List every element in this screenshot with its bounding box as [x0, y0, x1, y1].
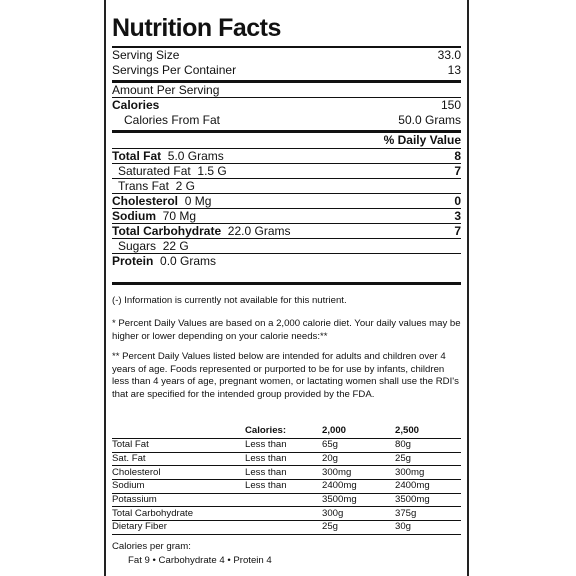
table-cell: 3500mg: [395, 493, 461, 507]
nutrient-amount: 22.0 Grams: [224, 224, 291, 238]
nutrient-row-trans-fat: [118, 179, 461, 194]
table-row: [112, 480, 461, 494]
table-cell: Dietary Fiber: [112, 521, 245, 535]
nutrient-amount: 5.0 Grams: [164, 149, 224, 163]
nutrient-label: Total Fat: [112, 149, 162, 163]
table-cell: 3500mg: [322, 493, 395, 507]
calories-per-gram-values: Fat 9 • Carbohydrate 4 • Protein 4: [128, 555, 272, 566]
nutrient-amount: 0 Mg: [181, 194, 212, 208]
nutrient-row-saturated-fat: [118, 164, 461, 179]
table-cell: Less than: [245, 452, 322, 466]
nutrient-amount: 0.0 Grams: [156, 254, 217, 268]
thick-divider: [112, 282, 461, 285]
table-header-cell: Calories:: [245, 423, 322, 439]
nutrient-label: Sugars: [118, 239, 157, 253]
label-title: Nutrition Facts: [112, 14, 281, 42]
nutrition-label: [104, 0, 469, 576]
table-cell: 80g: [395, 439, 461, 453]
nutrient-row-protein: [112, 254, 461, 269]
calories-per-gram-label: Calories per gram:: [112, 541, 191, 552]
table-cell: 2400mg: [322, 480, 395, 494]
table-cell: Cholesterol: [112, 466, 245, 480]
nutrient-amount: 22 G: [159, 239, 189, 253]
daily-value-table: [112, 423, 461, 535]
table-row: [112, 493, 461, 507]
table-cell: Total Carbohydrate: [112, 507, 245, 521]
calories-from-fat-label: Calories From Fat: [124, 113, 221, 127]
table-cell: 25g: [322, 521, 395, 535]
table-cell: [245, 493, 322, 507]
unavailable-note: (-) Information is currently not available for this nutrient.: [112, 295, 347, 306]
daily-value-table-header: [112, 423, 461, 439]
nutrient-amount: 2 G: [172, 179, 195, 193]
table-cell: Less than: [245, 439, 322, 453]
servings-per-container-value: 13: [447, 63, 461, 77]
table-cell: [245, 507, 322, 521]
table-cell: 20g: [322, 452, 395, 466]
serving-size-row: [112, 48, 461, 63]
calories-value: 150: [440, 98, 461, 112]
table-header-cell: 2,500: [395, 423, 461, 439]
nutrient-row-sugars: [118, 239, 461, 254]
table-row: [112, 507, 461, 521]
table-cell: 300mg: [395, 466, 461, 480]
nutrient-dv: 0: [454, 194, 461, 208]
table-cell: [245, 521, 322, 535]
calories-from-fat-row: [124, 113, 461, 128]
nutrient-row-total-carbohydrate: [112, 224, 461, 239]
calories-row: [112, 98, 461, 113]
table-row: [112, 521, 461, 535]
nutrient-row-total-fat: [112, 149, 461, 164]
servings-per-container-label: Servings Per Container: [112, 63, 237, 77]
servings-per-container-row: [112, 63, 461, 78]
table-cell: 25g: [395, 452, 461, 466]
calories-label: Calories: [112, 98, 160, 112]
table-cell: 65g: [322, 439, 395, 453]
calories-from-fat-value: 50.0 Grams: [398, 113, 461, 127]
nutrient-label: Sodium: [112, 209, 156, 223]
table-header-cell: 2,000: [322, 423, 395, 439]
nutrient-dv: 8: [454, 149, 461, 163]
table-cell: 30g: [395, 521, 461, 535]
serving-size-value: 33.0: [437, 48, 461, 62]
nutrient-dv: 3: [454, 209, 461, 223]
table-cell: Sat. Fat: [112, 452, 245, 466]
nutrient-row-cholesterol: [112, 194, 461, 209]
table-header-cell: [112, 423, 245, 439]
table-cell: Less than: [245, 480, 322, 494]
nutrient-dv: 7: [454, 224, 461, 238]
table-row: [112, 439, 461, 453]
amount-per-serving: Amount Per Serving: [112, 83, 220, 97]
table-cell: 300g: [322, 507, 395, 521]
table-row: [112, 466, 461, 480]
table-cell: Potassium: [112, 493, 245, 507]
table-row: [112, 452, 461, 466]
nutrient-label: Saturated Fat: [118, 164, 191, 178]
serving-size-label: Serving Size: [112, 48, 180, 62]
daily-value-header-row: [112, 133, 461, 148]
nutrient-label: Cholesterol: [112, 194, 179, 208]
table-cell: 300mg: [322, 466, 395, 480]
table-cell: 375g: [395, 507, 461, 521]
table-cell: Sodium: [112, 480, 245, 494]
table-cell: 2400mg: [395, 480, 461, 494]
nutrient-label: Protein: [112, 254, 154, 268]
nutrient-dv: 7: [454, 164, 461, 178]
nutrient-label: Trans Fat: [118, 179, 169, 193]
nutrient-row-sodium: [112, 209, 461, 224]
percent-dv-note: * Percent Daily Values are based on a 2,000 calorie diet. Your daily values may be higher or lower depending on your calorie needs:**: [112, 318, 461, 342]
table-cell: Total Fat: [112, 439, 245, 453]
nutrient-amount: 1.5 G: [194, 164, 227, 178]
nutrient-label: Total Carbohydrate: [112, 224, 222, 238]
table-cell: Less than: [245, 466, 322, 480]
rdi-note: ** Percent Daily Values listed below are intended for adults and children over 4 years of age. Foods represented or purported to be for use by infants, children less than 4 years of age, pregnant women, or lactating women shall use the RDI's that are specified for the intended group provided by the FDA.: [112, 351, 459, 400]
daily-value-header: % Daily Value: [383, 133, 461, 147]
nutrient-amount: 70 Mg: [159, 209, 197, 223]
